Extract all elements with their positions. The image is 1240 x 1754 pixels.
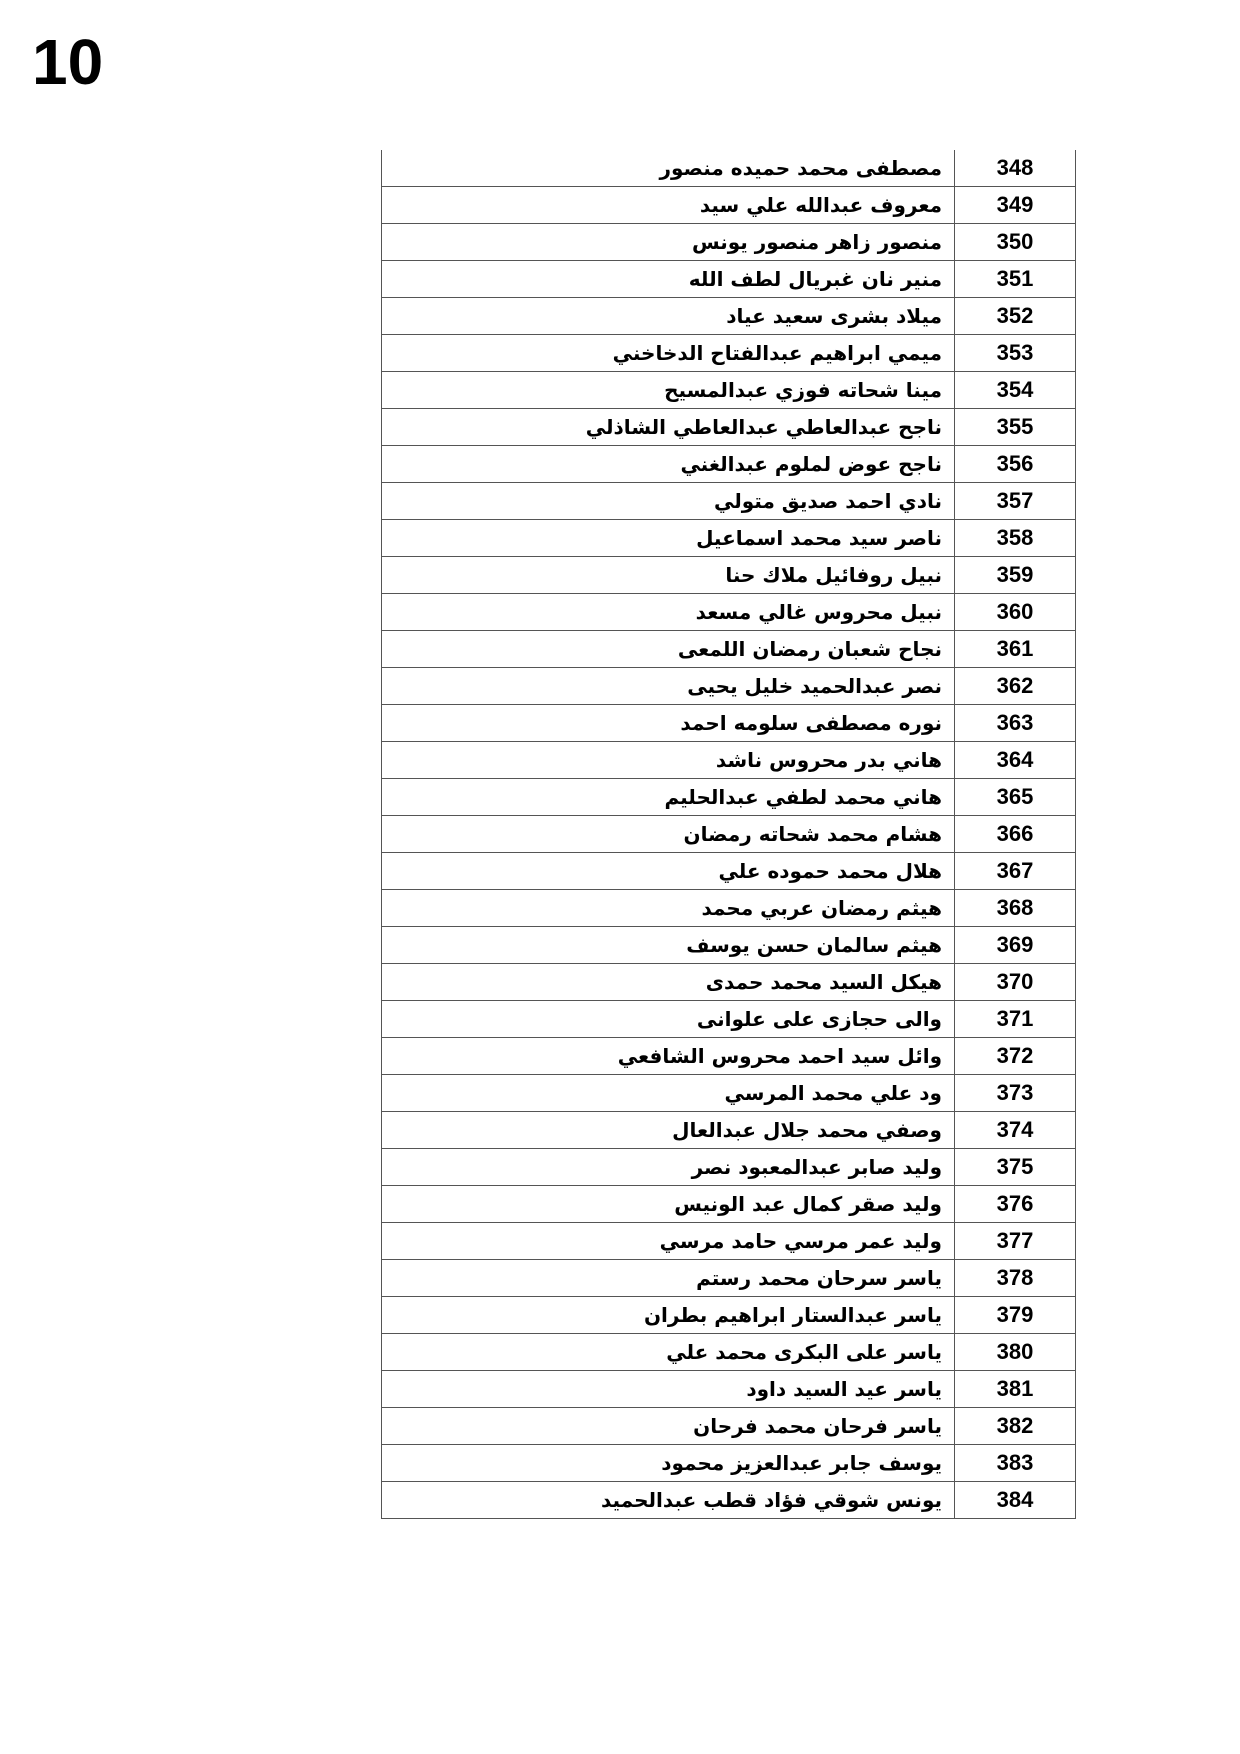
- table-row: [382, 261, 1076, 298]
- person-name-cell: وليد عمر مرسي حامد مرسي: [382, 1223, 955, 1260]
- row-number-cell: 384: [955, 1482, 1076, 1519]
- row-number-cell: 358: [955, 520, 1076, 557]
- table-row: [382, 779, 1076, 816]
- person-name-cell: ياسر عيد السيد داود: [382, 1371, 955, 1408]
- table-row: [382, 705, 1076, 742]
- table-row: [382, 1260, 1076, 1297]
- person-name-cell: ميمي ابراهيم عبدالفتاح الدخاخني: [382, 335, 955, 372]
- row-number-cell: 356: [955, 446, 1076, 483]
- names-table-body: [382, 150, 1076, 1519]
- table-row: [382, 927, 1076, 964]
- row-number-cell: 362: [955, 668, 1076, 705]
- table-row: [382, 668, 1076, 705]
- person-name-cell: نبيل روفائيل ملاك حنا: [382, 557, 955, 594]
- person-name-cell: ناجح عبدالعاطي عبدالعاطي الشاذلي: [382, 409, 955, 446]
- person-name-cell: نوره مصطفى سلومه احمد: [382, 705, 955, 742]
- person-name-cell: والى حجازى على علوانى: [382, 1001, 955, 1038]
- table-row: [382, 1149, 1076, 1186]
- person-name-cell: هيكل السيد محمد حمدى: [382, 964, 955, 1001]
- table-row: [382, 1075, 1076, 1112]
- table-row: [382, 187, 1076, 224]
- page-number: 10: [32, 26, 104, 98]
- table-row: [382, 1186, 1076, 1223]
- row-number-cell: 375: [955, 1149, 1076, 1186]
- person-name-cell: هلال محمد حموده علي: [382, 853, 955, 890]
- row-number-cell: 379: [955, 1297, 1076, 1334]
- row-number-cell: 372: [955, 1038, 1076, 1075]
- person-name-cell: معروف عبدالله علي سيد: [382, 187, 955, 224]
- row-number-cell: 383: [955, 1445, 1076, 1482]
- table-row: [382, 1297, 1076, 1334]
- person-name-cell: هيثم سالمان حسن يوسف: [382, 927, 955, 964]
- table-row: [382, 1038, 1076, 1075]
- table-row: [382, 520, 1076, 557]
- person-name-cell: هاني محمد لطفي عبدالحليم: [382, 779, 955, 816]
- table-row: [382, 298, 1076, 335]
- table-row: [382, 1445, 1076, 1482]
- table-row: [382, 409, 1076, 446]
- person-name-cell: منير نان غبريال لطف الله: [382, 261, 955, 298]
- person-name-cell: مصطفى محمد حميده منصور: [382, 150, 955, 187]
- row-number-cell: 368: [955, 890, 1076, 927]
- person-name-cell: ناجح عوض لملوم عبدالغني: [382, 446, 955, 483]
- row-number-cell: 378: [955, 1260, 1076, 1297]
- person-name-cell: يونس شوقي فؤاد قطب عبدالحميد: [382, 1482, 955, 1519]
- row-number-cell: 377: [955, 1223, 1076, 1260]
- row-number-cell: 359: [955, 557, 1076, 594]
- table-row: [382, 964, 1076, 1001]
- row-number-cell: 355: [955, 409, 1076, 446]
- table-row: [382, 335, 1076, 372]
- row-number-cell: 374: [955, 1112, 1076, 1149]
- table-row: [382, 890, 1076, 927]
- row-number-cell: 349: [955, 187, 1076, 224]
- table-row: [382, 742, 1076, 779]
- person-name-cell: نادي احمد صديق متولي: [382, 483, 955, 520]
- person-name-cell: يوسف جابر عبدالعزيز محمود: [382, 1445, 955, 1482]
- row-number-cell: 363: [955, 705, 1076, 742]
- table-row: [382, 1408, 1076, 1445]
- row-number-cell: 364: [955, 742, 1076, 779]
- table-row: [382, 853, 1076, 890]
- table-row: [382, 594, 1076, 631]
- table-row: [382, 1001, 1076, 1038]
- person-name-cell: هشام محمد شحاته رمضان: [382, 816, 955, 853]
- row-number-cell: 351: [955, 261, 1076, 298]
- person-name-cell: ياسر على البكرى محمد علي: [382, 1334, 955, 1371]
- table-row: [382, 1112, 1076, 1149]
- row-number-cell: 365: [955, 779, 1076, 816]
- row-number-cell: 367: [955, 853, 1076, 890]
- table-row: [382, 1371, 1076, 1408]
- names-table: [381, 150, 1076, 1519]
- row-number-cell: 350: [955, 224, 1076, 261]
- table-row: [382, 816, 1076, 853]
- person-name-cell: ياسر عبدالستار ابراهيم بطران: [382, 1297, 955, 1334]
- table-row: [382, 1334, 1076, 1371]
- person-name-cell: ياسر فرحان محمد فرحان: [382, 1408, 955, 1445]
- person-name-cell: وليد صقر كمال عبد الونيس: [382, 1186, 955, 1223]
- person-name-cell: وليد صابر عبدالمعبود نصر: [382, 1149, 955, 1186]
- table-row: [382, 224, 1076, 261]
- row-number-cell: 348: [955, 150, 1076, 187]
- table-row: [382, 631, 1076, 668]
- person-name-cell: منصور زاهر منصور يونس: [382, 224, 955, 261]
- person-name-cell: وائل سيد احمد محروس الشافعي: [382, 1038, 955, 1075]
- row-number-cell: 353: [955, 335, 1076, 372]
- person-name-cell: نصر عبدالحميد خليل يحيى: [382, 668, 955, 705]
- row-number-cell: 370: [955, 964, 1076, 1001]
- row-number-cell: 361: [955, 631, 1076, 668]
- person-name-cell: مينا شحاته فوزي عبدالمسيح: [382, 372, 955, 409]
- row-number-cell: 380: [955, 1334, 1076, 1371]
- row-number-cell: 360: [955, 594, 1076, 631]
- table-row: [382, 557, 1076, 594]
- table-row: [382, 1223, 1076, 1260]
- table-row: [382, 1482, 1076, 1519]
- table-row: [382, 372, 1076, 409]
- person-name-cell: نبيل محروس غالي مسعد: [382, 594, 955, 631]
- person-name-cell: نجاح شعبان رمضان اللمعى: [382, 631, 955, 668]
- row-number-cell: 371: [955, 1001, 1076, 1038]
- row-number-cell: 354: [955, 372, 1076, 409]
- row-number-cell: 381: [955, 1371, 1076, 1408]
- person-name-cell: ناصر سيد محمد اسماعيل: [382, 520, 955, 557]
- row-number-cell: 373: [955, 1075, 1076, 1112]
- table-row: [382, 446, 1076, 483]
- row-number-cell: 357: [955, 483, 1076, 520]
- row-number-cell: 376: [955, 1186, 1076, 1223]
- row-number-cell: 369: [955, 927, 1076, 964]
- row-number-cell: 382: [955, 1408, 1076, 1445]
- table-row: [382, 150, 1076, 187]
- row-number-cell: 366: [955, 816, 1076, 853]
- person-name-cell: هيثم رمضان عربي محمد: [382, 890, 955, 927]
- person-name-cell: ميلاد بشرى سعيد عياد: [382, 298, 955, 335]
- person-name-cell: هاني بدر محروس ناشد: [382, 742, 955, 779]
- table-row: [382, 483, 1076, 520]
- person-name-cell: وصفي محمد جلال عبدالعال: [382, 1112, 955, 1149]
- row-number-cell: 352: [955, 298, 1076, 335]
- person-name-cell: ود علي محمد المرسي: [382, 1075, 955, 1112]
- person-name-cell: ياسر سرحان محمد رستم: [382, 1260, 955, 1297]
